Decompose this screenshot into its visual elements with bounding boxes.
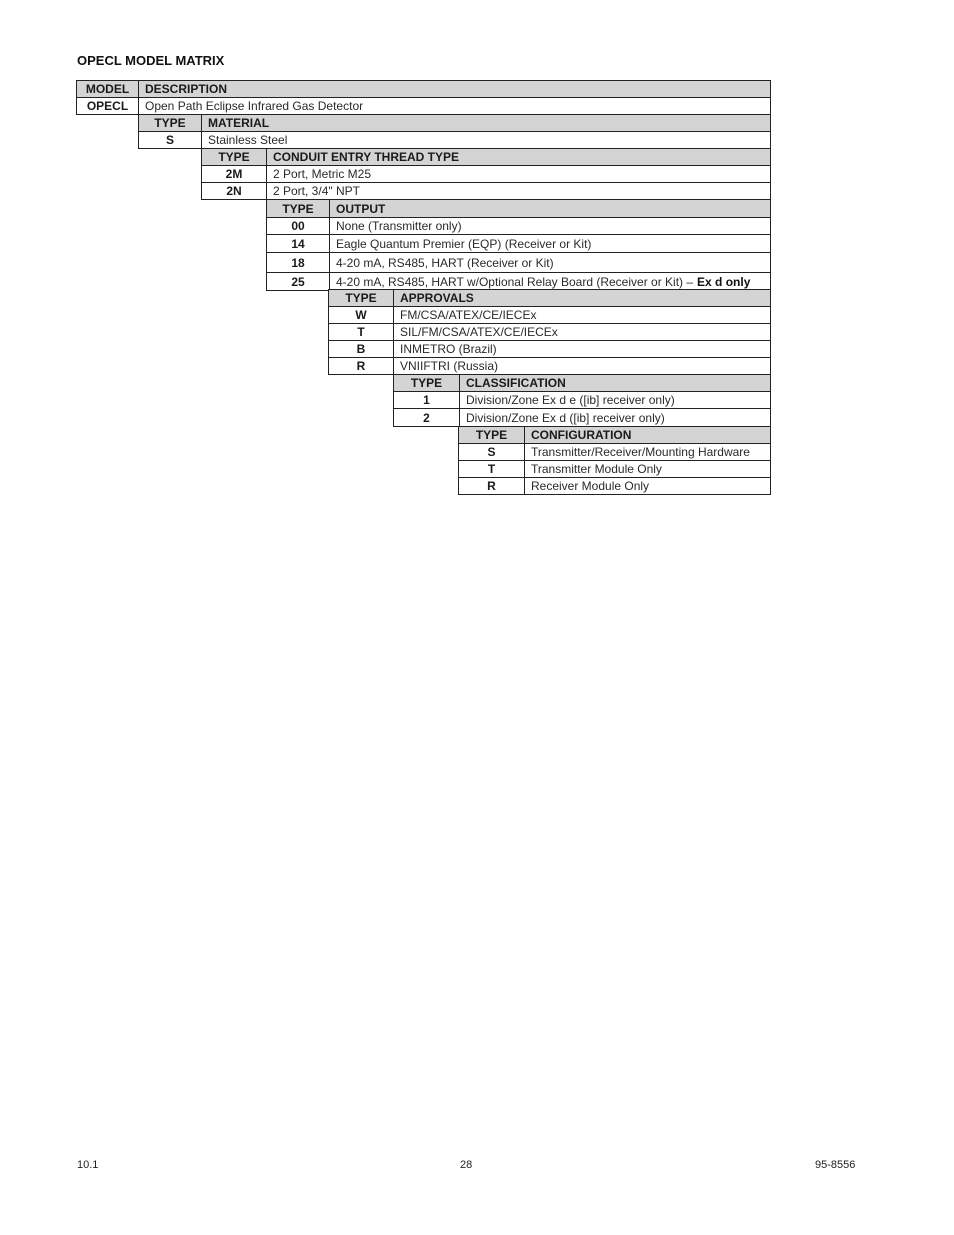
output-segment xyxy=(266,199,771,291)
table-row xyxy=(267,235,771,253)
configuration-code: R xyxy=(459,478,525,494)
configuration-desc: Transmitter/Receiver/Mounting Hardware xyxy=(525,444,771,460)
model-header-row xyxy=(77,81,771,98)
table-row xyxy=(394,392,771,409)
output-code: 00 xyxy=(267,218,330,234)
table-row xyxy=(329,358,771,375)
model-desc: Open Path Eclipse Infrared Gas Detector xyxy=(139,98,771,114)
classification-code: 1 xyxy=(394,392,460,408)
approvals-desc: FM/CSA/ATEX/CE/IECEx xyxy=(394,307,771,323)
table-row xyxy=(394,409,771,427)
thread-code: 2M xyxy=(202,166,267,182)
approvals-code: R xyxy=(329,358,394,374)
configuration-code: T xyxy=(459,461,525,477)
configuration-header-desc: CONFIGURATION xyxy=(525,427,771,443)
configuration-desc: Receiver Module Only xyxy=(525,478,771,494)
thread-code: 2N xyxy=(202,183,267,199)
footer-revision: 10.1 xyxy=(77,1159,99,1171)
model-segment xyxy=(76,80,771,115)
classification-header-code: TYPE xyxy=(394,375,460,391)
output-desc: None (Transmitter only) xyxy=(330,218,771,234)
output-header-row xyxy=(267,200,771,218)
approvals-desc: SIL/FM/CSA/ATEX/CE/IECEx xyxy=(394,324,771,340)
thread-segment xyxy=(201,148,771,200)
model-code: OPECL xyxy=(77,98,139,114)
output-desc-text: 4-20 mA, RS485, HART w/Optional Relay Board (Receiver or Kit) – xyxy=(336,274,694,289)
classification-header-desc: CLASSIFICATION xyxy=(460,375,771,391)
material-desc: Stainless Steel xyxy=(202,132,771,148)
table-row xyxy=(77,98,771,115)
approvals-header-code: TYPE xyxy=(329,290,394,306)
configuration-code: S xyxy=(459,444,525,460)
table-row xyxy=(329,341,771,358)
approvals-desc: INMETRO (Brazil) xyxy=(394,341,771,357)
approvals-code: T xyxy=(329,324,394,340)
material-header-code: TYPE xyxy=(139,115,202,131)
table-row xyxy=(267,253,771,273)
output-header-desc: OUTPUT xyxy=(330,200,771,217)
approvals-desc: VNIIFTRI (Russia) xyxy=(394,358,771,374)
output-desc: Eagle Quantum Premier (EQP) (Receiver or Kit) xyxy=(330,235,771,252)
approvals-header-desc: APPROVALS xyxy=(394,290,771,306)
classification-header-row xyxy=(394,375,771,392)
output-code: 25 xyxy=(267,273,330,290)
model-header-desc: DESCRIPTION xyxy=(139,81,771,97)
model-header-code: MODEL xyxy=(77,81,139,97)
table-row xyxy=(267,218,771,235)
material-segment xyxy=(138,114,771,149)
table-row xyxy=(329,307,771,324)
output-desc-emphasis: Ex d only xyxy=(697,274,751,289)
material-code: S xyxy=(139,132,202,148)
table-row xyxy=(459,444,771,461)
classification-desc: Division/Zone Ex d e ([ib] receiver only) xyxy=(460,392,771,408)
material-header-desc: MATERIAL xyxy=(202,115,771,131)
page-title: OPECL MODEL MATRIX xyxy=(77,53,225,68)
approvals-code: B xyxy=(329,341,394,357)
configuration-desc: Transmitter Module Only xyxy=(525,461,771,477)
material-header-row xyxy=(139,115,771,132)
table-row xyxy=(459,478,771,495)
configuration-header-row xyxy=(459,427,771,444)
approvals-header-row xyxy=(329,290,771,307)
configuration-header-code: TYPE xyxy=(459,427,525,443)
table-row xyxy=(139,132,771,149)
table-row xyxy=(202,166,771,183)
configuration-segment xyxy=(458,426,771,495)
output-code: 14 xyxy=(267,235,330,252)
classification-desc: Division/Zone Ex d ([ib] receiver only) xyxy=(460,409,771,426)
table-row xyxy=(329,324,771,341)
output-header-code: TYPE xyxy=(267,200,330,217)
classification-segment xyxy=(393,374,771,427)
classification-code: 2 xyxy=(394,409,460,426)
thread-header-row xyxy=(202,149,771,166)
output-desc: 4-20 mA, RS485, HART (Receiver or Kit) xyxy=(330,253,771,272)
approvals-segment xyxy=(328,289,771,375)
footer-page-number: 28 xyxy=(460,1159,473,1171)
approvals-code: W xyxy=(329,307,394,323)
thread-header-desc: CONDUIT ENTRY THREAD TYPE xyxy=(267,149,771,165)
thread-desc: 2 Port, Metric M25 xyxy=(267,166,771,182)
table-row xyxy=(459,461,771,478)
table-row xyxy=(202,183,771,200)
thread-desc: 2 Port, 3/4" NPT xyxy=(267,183,771,199)
output-desc xyxy=(330,273,771,290)
output-code: 18 xyxy=(267,253,330,272)
thread-header-code: TYPE xyxy=(202,149,267,165)
footer-document-number: 95-8556 xyxy=(815,1159,856,1171)
